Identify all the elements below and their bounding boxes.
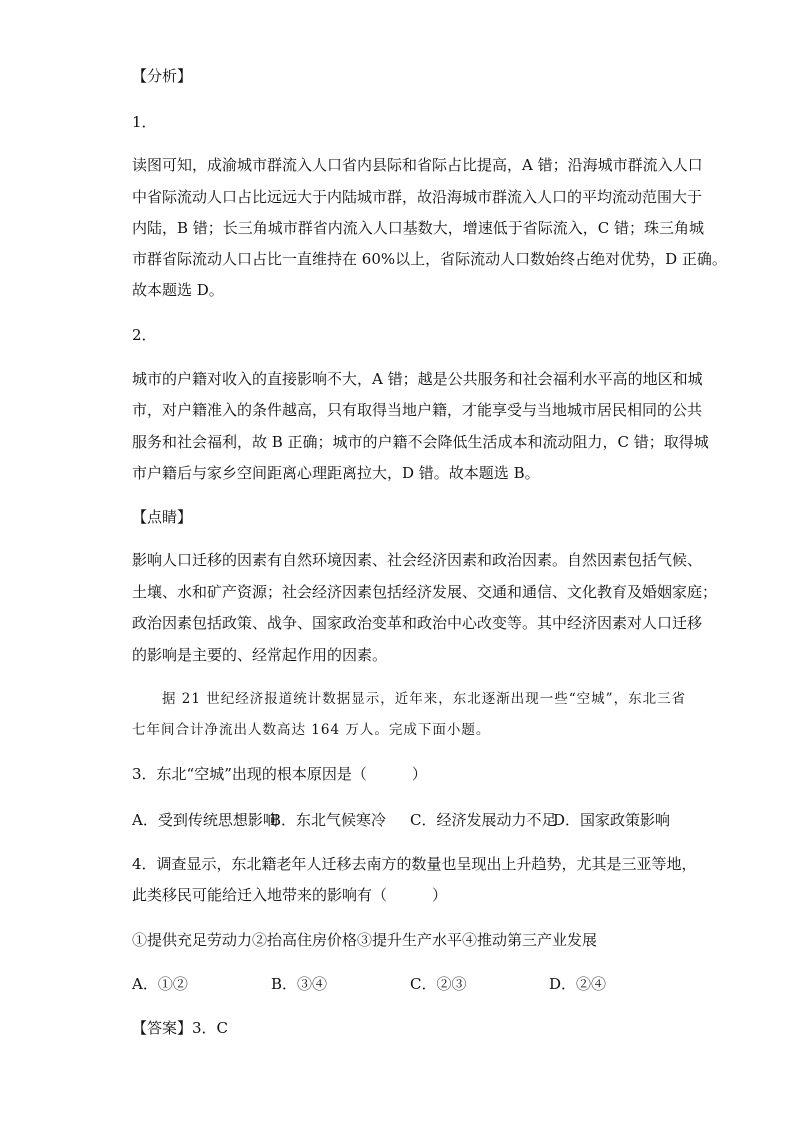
q1-line-3: 内陆，B 错；长三角城市群省内流入人口基数大，增速低于省际流入，C 错；珠三角城 (132, 219, 705, 237)
q1-line-2: 中省际流动人口占比远远大于内陆城市群，故沿海城市群流入人口的平均流动范围大于 (132, 188, 703, 206)
q1-line-4: 市群省际流动人口占比一直维持在 60%以上，省际流动人口数始终占绝对优势，D 正确。 (132, 250, 727, 268)
q2-line-3: 服务和社会福利，故 B 正确；城市的户籍不会降低生活成本和流动阻力，C 错；取得城 (132, 433, 709, 451)
q3-option-b: B．东北气候寒冷 (270, 811, 387, 829)
analysis-heading: 【分析】 (132, 67, 193, 85)
tip-line-4: 的影响是主要的、经常起作用的因素。 (132, 646, 388, 664)
tip-line-2: 土壤、水和矿产资源；社会经济因素包括经济发展、交通和通信、文化教育及婚姻家庭； (132, 583, 718, 601)
q1-line-5: 故本题选 D。 (132, 281, 224, 299)
q3-option-a: A．受到传统思想影响 (132, 811, 278, 829)
q4-stem-line-2: 此类移民可能给迁入地带来的影响有（ ） (132, 886, 448, 904)
q3-option-d: D．国家政策影响 (553, 811, 671, 829)
tip-line-3: 政治因素包括政策、战争、国家政治变革和政治中心改变等。其中经济因素对人口迁移 (132, 614, 703, 632)
q4-option-b: B．③④ (271, 975, 328, 993)
q2-line-1: 城市的户籍对收入的直接影响不大，A 错；越是公共服务和社会福利水平高的地区和城 (132, 370, 703, 388)
q2-number: 2． (132, 326, 157, 344)
q4-option-d: D．②④ (549, 975, 607, 993)
q1-line-1: 读图可知，成渝城市群流入人口省内县际和省际占比提高，A 错；沿海城市群流入人口 (132, 156, 703, 174)
answer-line: 【答案】3．C (132, 1019, 229, 1037)
tip-heading: 【点睛】 (132, 508, 193, 526)
q4-statements: ①提供充足劳动力②抬高住房价格③提升生产水平④推动第三产业发展 (132, 931, 598, 949)
q3-option-c: C．经济发展动力不足 (410, 811, 557, 829)
tip-line-1: 影响人口迁移的因素有自然环境因素、社会经济因素和政治因素。自然因素包括气候、 (132, 551, 703, 569)
q4-option-c: C．②③ (410, 975, 467, 993)
q1-number: 1． (132, 113, 157, 131)
q2-line-2: 市，对户籍准入的条件越高，只有取得当地户籍，才能享受与当地城市居民相同的公共 (132, 401, 703, 419)
q2-line-4: 市户籍后与家乡空间距离心理距离拉大，D 错。故本题选 B。 (132, 464, 540, 482)
q4-option-a: A．①② (132, 975, 188, 993)
q4-stem-line-1: 4．调查显示，东北籍老年人迁移去南方的数量也呈现出上升趋势，尤其是三亚等地， (132, 855, 697, 873)
q3-stem: 3．东北“空城”出现的根本原因是（ ） (132, 765, 427, 783)
passage-line-2: 七年间合计净流出人数高达 164 万人。完成下面小题。 (132, 722, 491, 738)
passage-line-1: 据 21 世纪经济报道统计数据显示，近年来，东北逐渐出现一些“空城”，东北三省 (162, 691, 687, 707)
